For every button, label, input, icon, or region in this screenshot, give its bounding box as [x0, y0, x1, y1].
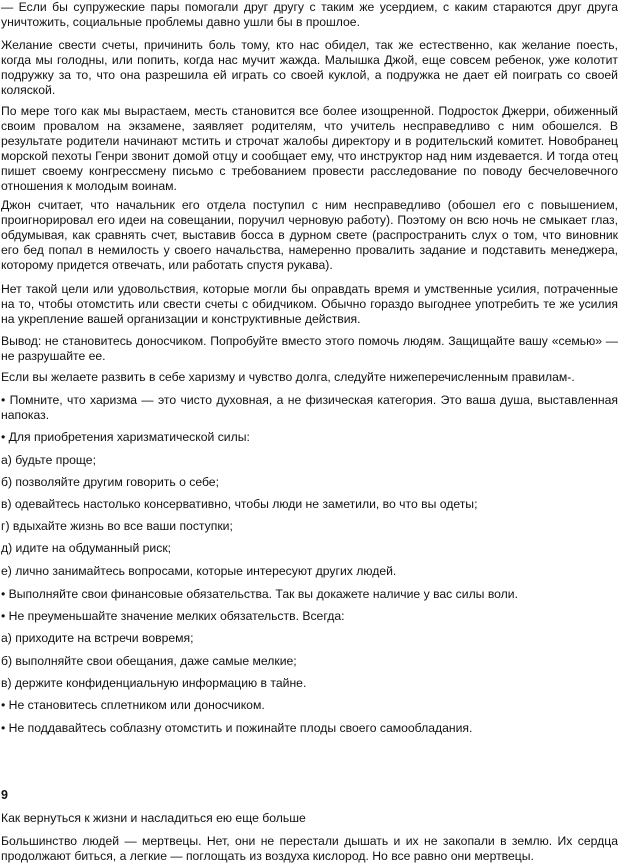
paragraph: Желание свести счеты, причинить боль тому, кто нас обидел, так же естественно, как желание поесть, когда мы голодны, или попить, когда нас мучит жажда. Малышка Джой, еще совсем ребенок, уже колотит подружку за то, что она разрешила ей играть со своей куклой, а подружка не дает ей поиграть со своей коляской.	[1, 38, 618, 97]
list-item: а) будьте проще;	[1, 453, 96, 467]
bullet-item: • Выполняйте свои финансовые обязательства. Так вы докажете наличие у вас силы воли.	[1, 587, 518, 601]
list-item: в) одевайтесь настолько консервативно, чтобы люди не заметили, во что вы одеты;	[1, 497, 478, 511]
bullet-item: • Не поддавайтесь соблазну отомстить и пожинайте плоды своего самообладания.	[1, 721, 473, 735]
paragraph: По мере того как мы вырастаем, месть становится все более изощренной. Подросток Джерри, обиженный своим провалом на экзамене, заявляет родителям, что учитель несправедливо с ним обошелся. В результате родители начинают мстить и строчат жалобы директору и в родительский комитет. Новобранец морской пехоты Генри звонит домой отцу и сообщает ему, что инструктор над ним издевается. И тогда отец пишет своему конгрессмену письмо с требованием провести расследование по поводу бесчеловечного отношения к молодым воинам.	[1, 104, 618, 193]
paragraph: Вывод: не становитесь доносчиком. Попробуйте вместо этого помочь людям. Защищайте вашу «семью» — не разрушайте ее.	[1, 334, 618, 363]
paragraph: Нет такой цели или удовольствия, которые могли бы оправдать время и умственные усилия, потраченные на то, чтобы отомстить или свести счеты с обидчиком. Обычно гораздо выгоднее употребить те же усилия на укрепление вашей организации и конструктивные действия.	[1, 282, 618, 326]
list-item: в) держите конфиденциальную информацию в тайне.	[1, 676, 307, 690]
paragraph: Большинство людей — мертвецы. Нет, они не перестали дышать и их не закопали в землю. Их сердца продолжают биться, а легкие — поглощать из воздуха кислород. Но все равно они мертвецы.	[1, 834, 618, 863]
list-item: б) позволяйте другим говорить о себе;	[1, 475, 219, 489]
paragraph: — Если бы супружеские пары помогали друг другу с таким же усердием, с каким стараются друг друга уничтожить, социальные проблемы давно ушли бы в прошлое.	[1, 0, 618, 29]
bullet-item: • Не становитесь сплетником или доносчиком.	[1, 698, 265, 712]
bullet-item: • Для приобретения харизматической силы:	[1, 430, 250, 444]
bullet-item: • Помните, что харизма — это чисто духовная, а не физическая категория. Это ваша душа, выставленная напоказ.	[1, 393, 618, 422]
list-item: е) лично занимайтесь вопросами, которые интересуют других людей.	[1, 564, 397, 578]
chapter-title: Как вернуться к жизни и насладиться ею еще больше	[1, 811, 306, 825]
list-item: а) приходите на встречи вовремя;	[1, 631, 194, 645]
bullet-item: • Не преуменьшайте значение мелких обязательств. Всегда:	[1, 609, 345, 623]
list-item: б) выполняйте свои обещания, даже самые мелкие;	[1, 654, 297, 668]
chapter-number: 9	[1, 788, 8, 802]
list-item: д) идите на обдуманный риск;	[1, 541, 172, 555]
list-item: г) вдыхайте жизнь во все ваши поступки;	[1, 519, 233, 533]
paragraph: Джон считает, что начальник его отдела поступил с ним несправедливо (обошел его с повышением, проигнорировал его идеи на совещании, поручил черновую работу). Поэтому он всю ночь не смыкает глаз, обдумывая, как сравнять счет, выставив босса в дурном свете (распространить слух о том, что виновник его бед попал в немилость у своего начальства, намеренно провалить задание и подставить менеджера, которому придется отвечать, или работать спустя рукава).	[1, 198, 618, 272]
paragraph: Если вы желаете развить в себе харизму и чувство долга, следуйте нижеперечисленным правилам-.	[1, 370, 575, 384]
